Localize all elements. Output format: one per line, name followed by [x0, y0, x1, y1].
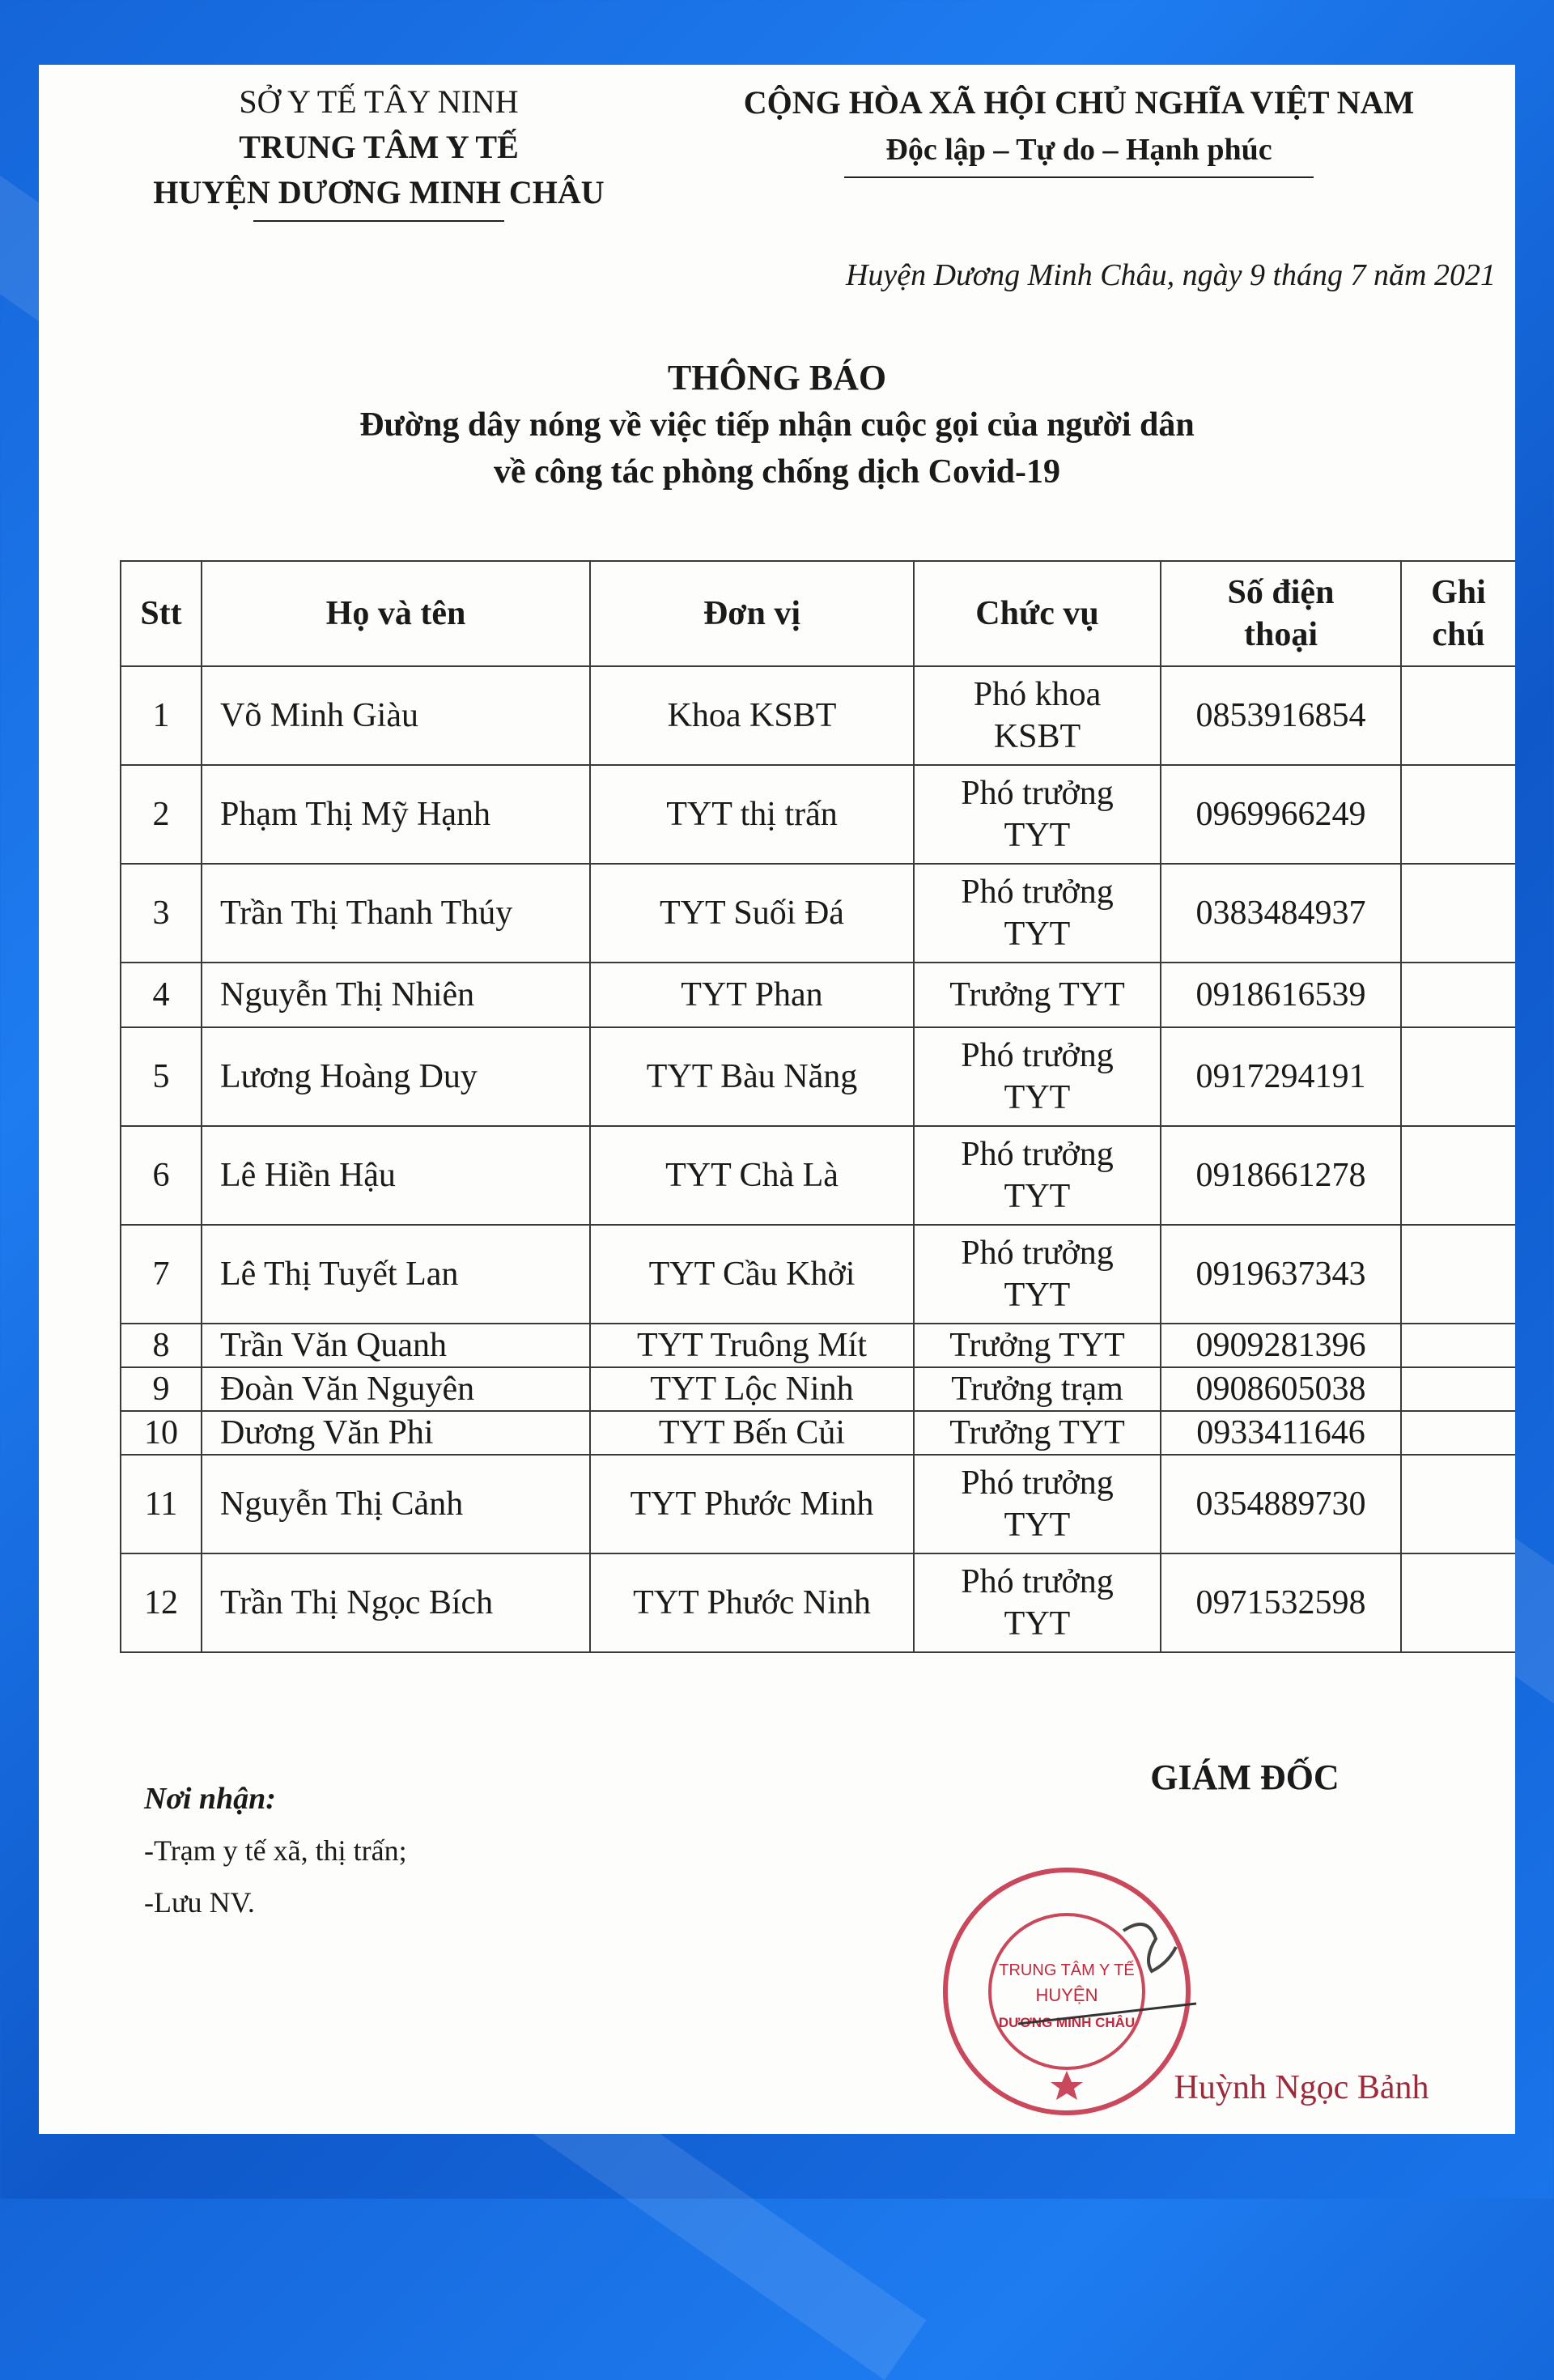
cell-name: Phạm Thị Mỹ Hạnh [202, 765, 590, 864]
cell-stt: 3 [121, 864, 202, 963]
cell-note [1401, 1324, 1515, 1367]
notice-title-block [39, 355, 1515, 495]
notice-subtitle-2: về công tác phòng chống dịch Covid-19 [493, 453, 1061, 491]
svg-text:HUYỆN: HUYỆN [1035, 1985, 1098, 2005]
header-phone [1161, 561, 1401, 666]
cell-note [1401, 1225, 1515, 1324]
cell-position: Trưởng trạm [914, 1367, 1161, 1411]
svg-text:DƯƠNG MINH CHÂU: DƯƠNG MINH CHÂU [998, 2015, 1136, 2030]
notice-subtitle-1: Đường dây nóng về việc tiếp nhận cuộc gọi của người dân [359, 406, 1195, 444]
cell-stt: 6 [121, 1126, 202, 1225]
cell-name: Lê Hiền Hậu [202, 1126, 590, 1225]
cell-unit: TYT Chà Là [590, 1126, 914, 1225]
cell-note [1401, 1411, 1515, 1455]
cell-stt: 8 [121, 1324, 202, 1367]
table-row [121, 1367, 1515, 1411]
cell-stt: 7 [121, 1225, 202, 1324]
cell-stt: 4 [121, 963, 202, 1027]
cell-name: Dương Văn Phi [202, 1411, 590, 1455]
cell-position: Trưởng TYT [914, 1411, 1161, 1455]
cell-name: Lê Thị Tuyết Lan [202, 1225, 590, 1324]
recipients-block [144, 1773, 407, 1928]
table-row [121, 1553, 1515, 1652]
notice-title: THÔNG BÁO [667, 358, 887, 397]
cell-phone: 0918661278 [1161, 1126, 1401, 1225]
cell-phone: 0971532598 [1161, 1553, 1401, 1652]
header-left [104, 79, 654, 222]
cell-note [1401, 1553, 1515, 1652]
cell-position [914, 1455, 1161, 1553]
cell-phone: 0919637343 [1161, 1225, 1401, 1324]
recipients-label: Nơi nhận: [144, 1782, 276, 1816]
cell-name: Nguyễn Thị Cảnh [202, 1455, 590, 1553]
position-line1: Phó trưởng [961, 775, 1114, 812]
national-title: CỘNG HÒA XÃ HỘI CHỦ NGHĨA VIỆT NAM [743, 84, 1415, 121]
position-line1: Phó trưởng [961, 1136, 1114, 1173]
district-name: HUYỆN DƯƠNG MINH CHÂU [153, 174, 605, 210]
position-line2: TYT [1004, 1178, 1071, 1215]
cell-unit: TYT Bàu Năng [590, 1027, 914, 1126]
cell-note [1401, 765, 1515, 864]
recipient-item: -Trạm y tế xã, thị trấn; [144, 1834, 407, 1867]
cell-phone: 0383484937 [1161, 864, 1401, 963]
cell-name: Đoàn Văn Nguyên [202, 1367, 590, 1411]
cell-position: Trưởng TYT [914, 963, 1161, 1027]
motto-underline [844, 176, 1314, 178]
cell-note [1401, 1455, 1515, 1553]
date-line: Huyện Dương Minh Châu, ngày 9 tháng 7 năm 2021 [845, 258, 1496, 292]
position-line1: Phó trưởng [961, 1464, 1114, 1502]
cell-stt: 12 [121, 1553, 202, 1652]
cell-position [914, 666, 1161, 765]
position-line1: Phó trưởng [961, 1563, 1114, 1600]
cell-unit: TYT Phước Minh [590, 1455, 914, 1553]
cell-unit: TYT Lộc Ninh [590, 1367, 914, 1411]
cell-position [914, 1126, 1161, 1225]
table-row [121, 1324, 1515, 1367]
cell-name: Lương Hoàng Duy [202, 1027, 590, 1126]
cell-unit: TYT Suối Đá [590, 864, 914, 963]
cell-stt: 2 [121, 765, 202, 864]
position-line1: Phó trưởng [961, 873, 1114, 911]
table-row [121, 1225, 1515, 1324]
table-row [121, 1455, 1515, 1553]
cell-note [1401, 1126, 1515, 1225]
cell-unit: TYT Phước Ninh [590, 1553, 914, 1652]
table-row [121, 1027, 1515, 1126]
signer-name: Huỳnh Ngọc Bảnh [1174, 2069, 1429, 2106]
cell-note [1401, 1367, 1515, 1411]
cell-phone: 0909281396 [1161, 1324, 1401, 1367]
cell-name: Trần Thị Thanh Thúy [202, 864, 590, 963]
header-name: Họ và tên [202, 561, 590, 666]
cell-unit: TYT Cầu Khởi [590, 1225, 914, 1324]
header-phone-line1: Số điện [1227, 574, 1335, 611]
cell-unit: Khoa KSBT [590, 666, 914, 765]
header-stt: Stt [121, 561, 202, 666]
table-header-row [121, 561, 1515, 666]
recipient-item: -Lưu NV. [144, 1886, 255, 1919]
cell-name: Võ Minh Giàu [202, 666, 590, 765]
position-line2: KSBT [993, 718, 1081, 755]
document-page [39, 65, 1515, 2134]
header-note [1401, 561, 1515, 666]
header-unit: Đơn vị [590, 561, 914, 666]
position-line1: Phó khoa [973, 676, 1102, 713]
header-underline [253, 220, 504, 222]
position-line2: TYT [1004, 817, 1071, 854]
position-line2: TYT [1004, 1507, 1071, 1544]
cell-position [914, 1225, 1161, 1324]
cell-phone: 0917294191 [1161, 1027, 1401, 1126]
cell-unit: TYT Truông Mít [590, 1324, 914, 1367]
cell-note [1401, 1027, 1515, 1126]
table-row [121, 765, 1515, 864]
table-row [121, 666, 1515, 765]
cell-phone: 0933411646 [1161, 1411, 1401, 1455]
cell-position [914, 864, 1161, 963]
department-name: SỞ Y TẾ TÂY NINH [239, 83, 519, 120]
table-row [121, 963, 1515, 1027]
position-line2: TYT [1004, 1079, 1071, 1116]
cell-stt: 1 [121, 666, 202, 765]
header-note-line1: Ghi [1431, 574, 1486, 611]
director-title: GIÁM ĐỐC [1150, 1757, 1340, 1797]
cell-unit: TYT Phan [590, 963, 914, 1027]
table-row [121, 1411, 1515, 1455]
cell-phone: 0969966249 [1161, 765, 1401, 864]
position-line2: TYT [1004, 1277, 1071, 1314]
cell-name: Trần Văn Quanh [202, 1324, 590, 1367]
cell-note [1401, 963, 1515, 1027]
position-line2: TYT [1004, 916, 1071, 953]
position-line2: TYT [1004, 1605, 1071, 1643]
cell-position [914, 765, 1161, 864]
svg-text:TRUNG TÂM Y TẾ: TRUNG TÂM Y TẾ [999, 1961, 1135, 1979]
cell-name: Trần Thị Ngọc Bích [202, 1553, 590, 1652]
cell-phone: 0918616539 [1161, 963, 1401, 1027]
cell-stt: 10 [121, 1411, 202, 1455]
cell-note [1401, 864, 1515, 963]
cell-unit: TYT thị trấn [590, 765, 914, 864]
hotline-table [120, 560, 1515, 1653]
cell-phone: 0354889730 [1161, 1455, 1401, 1553]
cell-unit: TYT Bến Củi [590, 1411, 914, 1455]
header-right [670, 79, 1488, 178]
header-note-line2: chú [1432, 616, 1485, 653]
cell-stt: 5 [121, 1027, 202, 1126]
cell-name: Nguyễn Thị Nhiên [202, 963, 590, 1027]
cell-position [914, 1553, 1161, 1652]
position-line1: Phó trưởng [961, 1037, 1114, 1074]
table-row [121, 864, 1515, 963]
header-phone-line2: thoại [1243, 616, 1318, 653]
cell-note [1401, 666, 1515, 765]
position-line1: Phó trưởng [961, 1235, 1114, 1272]
cell-stt: 11 [121, 1455, 202, 1553]
table-row [121, 1126, 1515, 1225]
center-name: TRUNG TÂM Y TẾ [239, 129, 519, 165]
cell-phone: 0853916854 [1161, 666, 1401, 765]
cell-position: Trưởng TYT [914, 1324, 1161, 1367]
header-position: Chức vụ [914, 561, 1161, 666]
cell-position [914, 1027, 1161, 1126]
national-motto: Độc lập – Tự do – Hạnh phúc [885, 133, 1272, 167]
cell-stt: 9 [121, 1367, 202, 1411]
cell-phone: 0908605038 [1161, 1367, 1401, 1411]
